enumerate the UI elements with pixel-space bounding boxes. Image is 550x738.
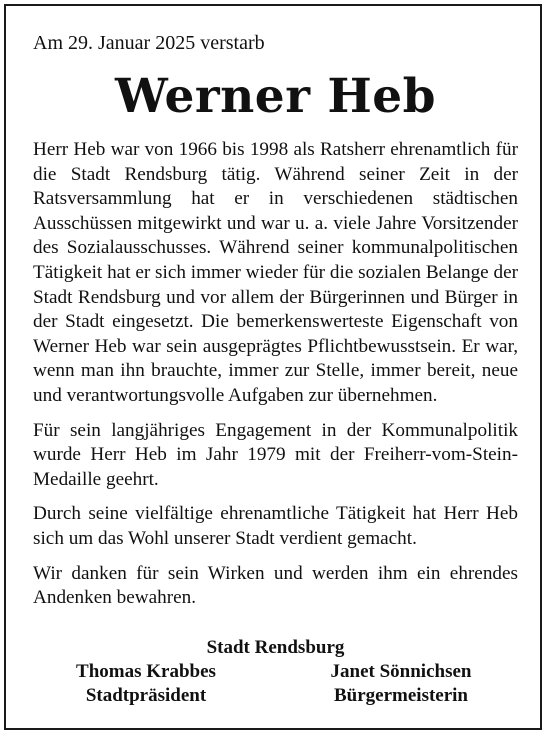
- paragraph-merit: Durch seine vielfältige ehrenamtliche Tätigkeit hat Herr Heb sich um das Wohl unserer Stadt verdient gemacht.: [33, 503, 518, 549]
- paragraph-thanks: Wir danken für sein Wirken und werden ihm ein ehrendes Andenken bewahren.: [33, 562, 518, 609]
- deceased-name: Werner Heb: [115, 69, 436, 124]
- signer-right-title: Bürgermeisterin: [333, 685, 468, 706]
- obituary-notice: [33, 30, 518, 621]
- paragraph-honor: Für sein langjähriges Engagement in der Kommunalpolitik wurde Herr Heb im Jahr 1979 mit der Freiherr-vom-Stein-Medaille geehrt.: [33, 419, 518, 490]
- signature-organization: Stadt Rendsburg: [206, 637, 345, 658]
- signature-left: [41, 660, 251, 708]
- signer-left-title: Stadtpräsident: [85, 685, 207, 706]
- signer-right-name: Janet Sönnichsen: [330, 661, 472, 682]
- signature-row: [33, 660, 518, 708]
- signature-right: [296, 660, 506, 708]
- signature-block: [33, 636, 518, 708]
- paragraph-career: Herr Heb war von 1966 bis 1998 als Ratsherr ehrenamtlich für die Stadt Rendsburg tätig. Während seiner Zeit in der Ratsversammlung hat er in verschiedenen städtischen Ausschüssen mitgewirkt und war u. a. viele Jahre Vorsitzender des Sozialausschusses. Während seiner kommunalpolitischen Tätigkeit hat er sich immer wieder für die sozialen Belange der Stadt Rendsburg und vor allem der Bürgerinnen und Bürger in der Stadt eingesetzt. Die bemerkenswerteste Eigenschaft von Werner Heb war sein ausgeprägtes Pflichtbewusstsein. Er war, wenn man ihn brauchte, immer zur Stelle, immer bereit, neue und verantwortungsvolle Aufgaben zur übernehmen.: [33, 139, 518, 406]
- signer-left-name: Thomas Krabbes: [76, 661, 216, 682]
- notice-intro: Am 29. Januar 2025 verstarb: [33, 32, 265, 54]
